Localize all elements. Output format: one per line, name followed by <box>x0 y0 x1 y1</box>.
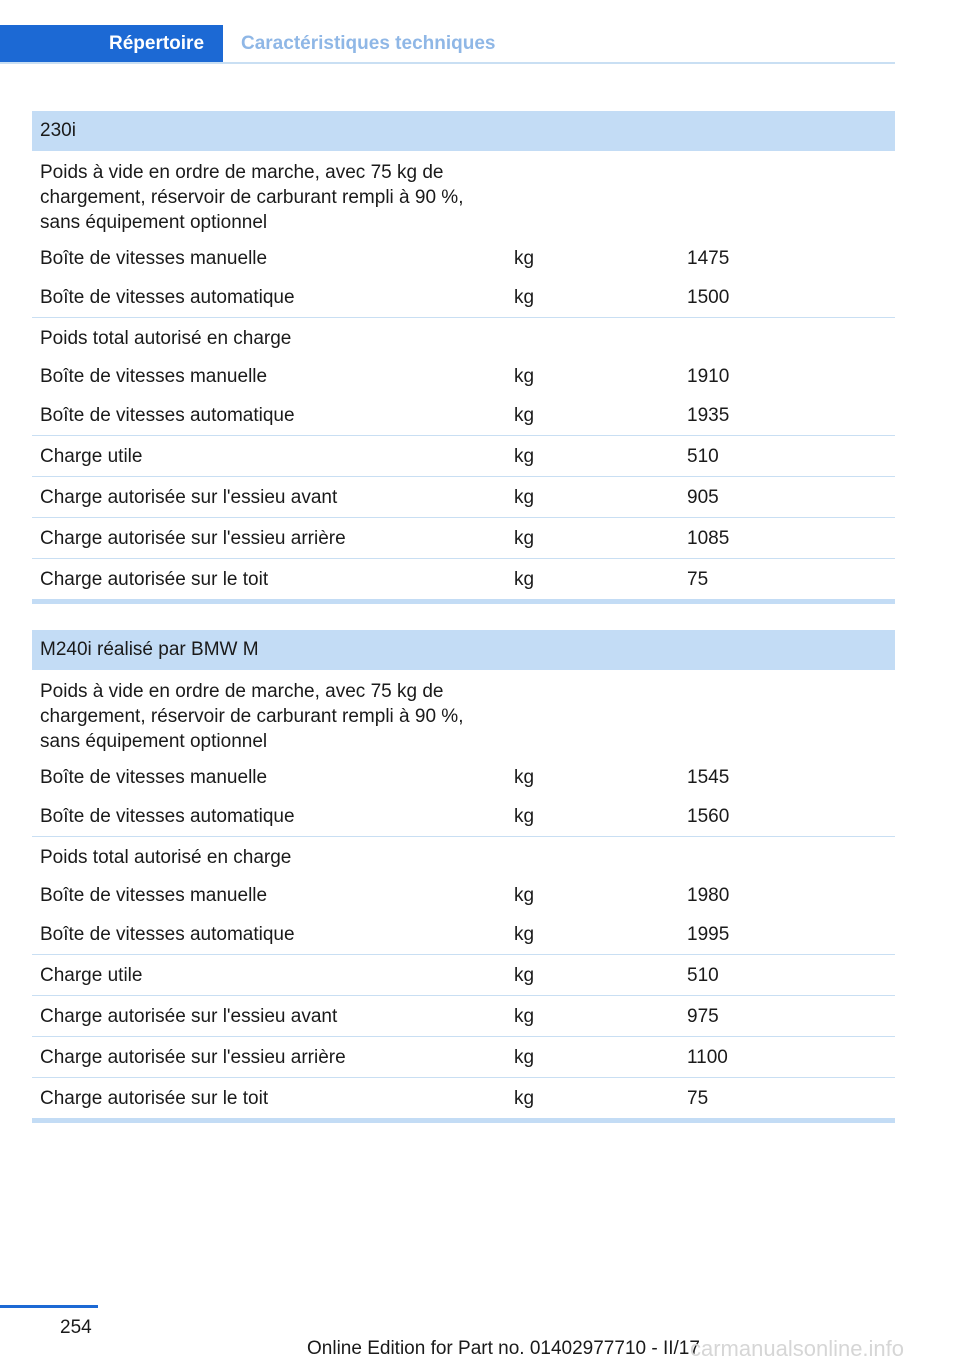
table-row <box>32 915 895 954</box>
table-row <box>32 357 895 396</box>
table-row <box>32 396 895 435</box>
row-unit: kg <box>514 569 535 590</box>
row-unit: kg <box>514 1047 535 1068</box>
row-label: Charge autorisée sur l'essieu arrière <box>40 528 346 549</box>
row-value: 75 <box>687 1088 709 1109</box>
table-row <box>32 517 895 558</box>
table-title: 230i <box>32 111 895 151</box>
table-row <box>32 239 895 278</box>
row-label: Poids total autorisé en charge <box>40 328 292 349</box>
row-unit: kg <box>514 366 535 387</box>
table-row <box>32 797 895 836</box>
row-unit: kg <box>514 1006 535 1027</box>
row-value: 1545 <box>687 767 730 788</box>
table-row <box>32 558 895 599</box>
footer-accent-line <box>0 1305 98 1308</box>
row-unit: kg <box>514 924 535 945</box>
row-label: Poids à vide en ordre de marche, avec 75 kg de chargement, réservoir de carburant rempli à 90 %, sans équipement optionnel <box>40 162 464 233</box>
table-row <box>32 435 895 476</box>
table-row <box>32 758 895 797</box>
row-label: Charge utile <box>40 446 143 467</box>
row-label: Boîte de vitesses automatique <box>40 806 295 827</box>
row-label: Charge utile <box>40 965 143 986</box>
row-unit: kg <box>514 287 535 308</box>
row-label: Boîte de vitesses manuelle <box>40 366 268 387</box>
row-value: 1500 <box>687 287 730 308</box>
tab-caracteristiques-techniques[interactable]: Caractéristiques techniques <box>241 33 496 54</box>
row-unit: kg <box>514 528 535 549</box>
row-label: Poids à vide en ordre de marche, avec 75 kg de chargement, réservoir de carburant rempli à 90 %, sans équipement optionnel <box>40 681 464 752</box>
row-label: Poids total autorisé en charge <box>40 847 292 868</box>
edition-note: Online Edition for Part no. 01402977710 - II/17 <box>307 1338 700 1359</box>
row-label: Charge autorisée sur l'essieu avant <box>40 487 338 508</box>
row-unit: kg <box>514 885 535 906</box>
tab-repertoire[interactable]: Répertoire <box>0 25 223 62</box>
table-row-gross <box>32 836 895 876</box>
row-label: Boîte de vitesses manuelle <box>40 767 268 788</box>
row-value: 975 <box>687 1006 719 1027</box>
table-row <box>32 954 895 995</box>
table-end-rule <box>32 1118 895 1123</box>
row-value: 1995 <box>687 924 730 945</box>
row-unit: kg <box>514 446 535 467</box>
row-value: 1910 <box>687 366 730 387</box>
row-value: 1085 <box>687 528 730 549</box>
row-label: Boîte de vitesses manuelle <box>40 248 268 269</box>
row-unit: kg <box>514 405 535 426</box>
table-row <box>32 876 895 915</box>
row-unit: kg <box>514 1088 535 1109</box>
row-value: 1980 <box>687 885 730 906</box>
table-row-gross <box>32 317 895 357</box>
table-row <box>32 278 895 317</box>
row-unit: kg <box>514 806 535 827</box>
watermark: carmanualsonline.info <box>690 1336 905 1361</box>
spec-table-230i <box>32 111 895 604</box>
spec-table-m240i <box>32 630 895 1123</box>
row-label: Charge autorisée sur le toit <box>40 1088 269 1109</box>
row-value: 75 <box>687 569 709 590</box>
row-unit: kg <box>514 767 535 788</box>
table-row <box>32 995 895 1036</box>
row-label: Boîte de vitesses automatique <box>40 924 295 945</box>
table-row-intro <box>32 670 895 758</box>
row-value: 1475 <box>687 248 730 269</box>
table-title: M240i réalisé par BMW M <box>32 630 895 670</box>
row-label: Charge autorisée sur le toit <box>40 569 269 590</box>
page-number: 254 <box>60 1317 92 1338</box>
row-value: 1560 <box>687 806 730 827</box>
table-row <box>32 476 895 517</box>
row-label: Boîte de vitesses automatique <box>40 405 295 426</box>
table-row <box>32 1036 895 1077</box>
row-value: 1100 <box>687 1047 728 1068</box>
table-end-rule <box>32 599 895 604</box>
row-label: Boîte de vitesses automatique <box>40 287 295 308</box>
row-value: 905 <box>687 487 719 508</box>
table-row <box>32 1077 895 1118</box>
row-label: Charge autorisée sur l'essieu arrière <box>40 1047 346 1068</box>
row-unit: kg <box>514 965 535 986</box>
row-label: Charge autorisée sur l'essieu avant <box>40 1006 338 1027</box>
row-label: Boîte de vitesses manuelle <box>40 885 268 906</box>
row-unit: kg <box>514 248 535 269</box>
row-value: 510 <box>687 446 719 467</box>
row-value: 1935 <box>687 405 730 426</box>
row-value: 510 <box>687 965 719 986</box>
row-unit: kg <box>514 487 535 508</box>
header-bar <box>0 25 895 64</box>
table-row-intro <box>32 151 895 239</box>
